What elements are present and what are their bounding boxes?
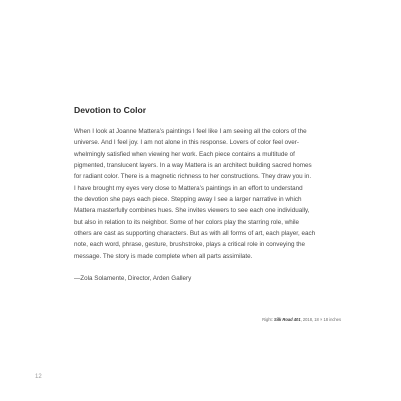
essay-body [74, 126, 342, 262]
body-line: but also in relation to its neighbor. Some of her colors play the starring role, while [74, 218, 300, 226]
page-number: 12 [35, 374, 42, 380]
body-line: universe. And I feel joy. I am not alone in this response. Lovers of color feel over- [74, 139, 299, 147]
caption-details: , 2018, 18 × 18 inches [300, 317, 341, 322]
body-line: I have brought my eyes very close to Mattera’s paintings in an effort to understand [74, 184, 303, 192]
caption-artwork-title: Silk Road 401 [273, 317, 301, 322]
body-line: the devotion she pays each piece. Stepping away I see a larger narrative in which [74, 196, 302, 204]
caption-prefix: Right: [262, 317, 274, 322]
body-line: message. The story is made complete when all parts assimilate. [74, 252, 253, 260]
body-line: When I look at Joanne Mattera’s paintings I feel like I am seeing all the colors of the [74, 128, 307, 135]
attribution: —Zola Solamente, Director, Arden Gallery [74, 274, 192, 282]
body-line: pigmented, translucent layers. In a way Mattera is an architect building sacred homes [74, 162, 312, 170]
essay [74, 104, 342, 284]
essay-title: Devotion to Color [74, 105, 147, 115]
body-line: others are cast as supporting characters. But as with all forms of art, each player, each [74, 230, 316, 238]
image-caption [262, 317, 341, 323]
body-line: for radiant color. There is a magnetic richness to her constructions. They draw you in. [74, 173, 312, 181]
body-line: Mattera masterfully combines hues. She invites viewers to see each one individually, [74, 207, 310, 215]
body-line: whelmingly satisfied when viewing her work. Each piece contains a multitude of [74, 150, 295, 158]
body-line: note, each word, phrase, gesture, brushstroke, plays a critical role in conveying the [74, 241, 306, 249]
